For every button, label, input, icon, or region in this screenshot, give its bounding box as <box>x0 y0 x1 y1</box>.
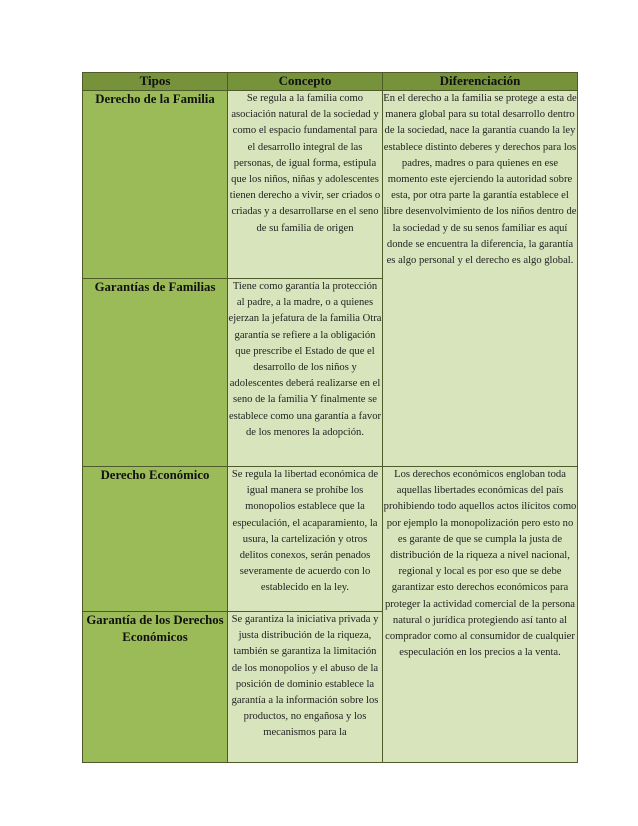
header-tipos: Tipos <box>83 73 228 91</box>
header-diferenciacion: Diferenciación <box>383 73 578 91</box>
concepto-cell: Se regula a la familia como asociación natural de la sociedad y como el espacio fundamental para el desarrollo integral de las personas, de igual forma, estipula que los niños, niñas y adolescentes tienen derecho a vivir, ser criados o criadas y a desarrollarse en el seno de su familia de origen <box>228 91 383 279</box>
concepto-cell: Tiene como garantía la protección al padre, a la madre, o a quienes ejerzan la jefatura de la familia Otra garantía se refiere a la obligación que prescribe el Estado de que el desarrollo de los niños y adolescentes deberá realizarse en el seno de la familia Y finalmente se establece como una garantía a favor de los menores la adopción. <box>228 279 383 467</box>
header-concepto: Concepto <box>228 73 383 91</box>
diferenciacion-cell: Los derechos económicos engloban toda aquellas libertades económicas del país prohibiendo todo aquellos actos ilícitos como por ejemplo la monopolización pero esto no es garante de que se cumpla la justa de distribución de la riqueza a nivel nacional, regional y local es por eso que se debe garantizar esto derechos económicos para proteger la actividad comercial de la persona natural o jurídica protegiendo así tanto al comprador como al consumidor de cualquier especulación en los precios a la venta. <box>383 467 578 763</box>
table-row <box>83 91 578 279</box>
tipo-cell: Derecho Económico <box>83 467 228 612</box>
tipo-cell: Derecho de la Familia <box>83 91 228 279</box>
concepto-cell: Se regula la libertad económica de igual manera se prohíbe los monopolios establece que la especulación, el acaparamiento, la usura, la cartelización y otros delitos conexos, serán penados severamente de acuerdo con lo establecido en la ley. <box>228 467 383 612</box>
concepto-cell <box>228 612 383 763</box>
tipo-cell: Garantía de los Derechos Económicos <box>83 612 228 763</box>
header-row <box>83 73 578 91</box>
concepto-text: Se garantiza la iniciativa privada y justa distribución de la riqueza, también se garantiza la limitación de los monopolios y el abuso de la posición de dominio establece la garantía a la información sobre los productos, no engañosa y los mecanismos para la <box>231 614 379 739</box>
table-row <box>83 467 578 612</box>
tipo-cell: Garantías de Familias <box>83 279 228 467</box>
diferenciacion-cell: En el derecho a la familia se protege a esta de manera global para su total desarrollo dentro de la sociedad, nace la garantía cuando la ley establece distinto deberes y derechos para los padres, madres o para quienes en ese momento este ejerciendo la autoridad sobre esta, por otra parte la garantía establece el libre desenvolvimiento de los niños dentro de la sociedad y de su senos familiar es aquí donde se encuentra la diferencia, la garantía es algo personal y el derecho es algo global. <box>383 91 578 467</box>
comparison-table <box>82 72 578 763</box>
